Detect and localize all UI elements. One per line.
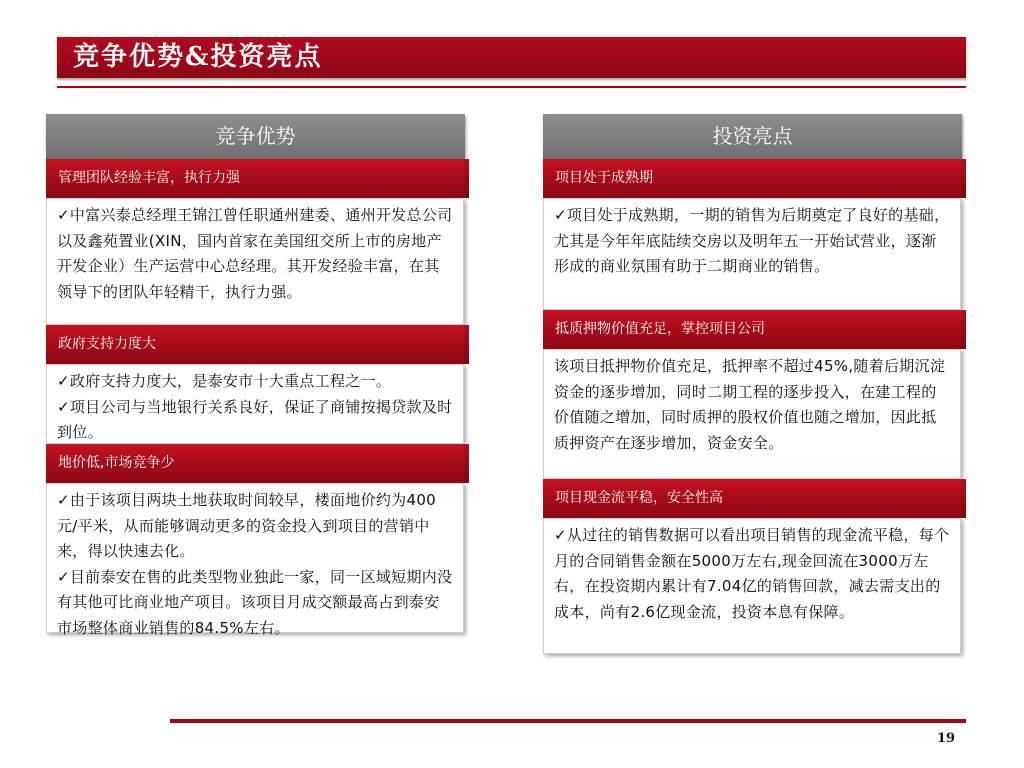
page-title: 竞争优势&投资亮点 xyxy=(73,42,323,72)
paragraph: ✓从过往的销售数据可以看出项目销售的现金流平稳，每个月的合同销售金额在5000万左右,现金回流在3000万左右，在投资期内累计有7.04亿的销售回款，减去需支出的成本，尚有2.6亿现金流，投资本息有保障。 xyxy=(554,526,950,621)
section-body-maturity xyxy=(543,198,961,310)
paragraph: ✓目前泰安在售的此类型物业独此一家，同一区域短期内没有其他可比商业地产项目。该项目月成交额最高占到泰安市场整体商业销售的84.5%左右。 xyxy=(57,567,453,637)
section-head-management: 管理团队经验丰富，执行力强 xyxy=(46,159,464,198)
footer-divider xyxy=(170,719,966,723)
section-body-cashflow xyxy=(543,518,961,654)
title-bar xyxy=(57,37,966,78)
column-header-highlights: 投资亮点 xyxy=(543,114,962,159)
page-number: 19 xyxy=(937,731,956,746)
title-divider xyxy=(57,86,966,88)
section-body-management xyxy=(46,198,464,325)
section-body-land-price xyxy=(46,483,464,637)
section-head-government: 政府支持力度大 xyxy=(46,325,464,364)
paragraph: ✓项目公司与当地银行关系良好，保证了商铺按揭贷款及时到位。 xyxy=(57,397,453,441)
paragraph: 该项目抵押物价值充足，抵押率不超过45%,随着后期沉淀资金的逐步增加，同时二期工程的逐步投入，在建工程的价值随之增加，同时质押的股权价值也随之增加，因此抵质押资产在逐步增加，资金安全。 xyxy=(554,357,946,452)
section-head-cashflow: 项目现金流平稳，安全性高 xyxy=(543,479,961,518)
section-head-land-price: 地价低,市场竞争少 xyxy=(46,444,464,483)
section-body-collateral xyxy=(543,349,961,479)
paragraph: ✓政府支持力度大，是泰安市十大重点工程之一。 xyxy=(57,372,392,390)
column-header-advantages: 竞争优势 xyxy=(46,114,465,159)
section-body-government xyxy=(46,364,464,444)
section-head-maturity: 项目处于成熟期 xyxy=(543,159,961,198)
competitive-advantages-column xyxy=(46,114,465,637)
paragraph: ✓项目处于成熟期，一期的销售为后期奠定了良好的基础，尤其是今年年底陆续交房以及明年五一开始试营业，逐渐形成的商业氛围有助于二期商业的销售。 xyxy=(554,206,950,275)
investment-highlights-column xyxy=(543,114,962,654)
paragraph: ✓由于该项目两块土地获取时间较早，楼面地价约为400元/平米，从而能够调动更多的资金投入到项目的营销中来，得以快速去化。 xyxy=(57,491,437,560)
section-head-collateral: 抵质押物价值充足，掌控项目公司 xyxy=(543,310,961,349)
paragraph: ✓中富兴泰总经理王锦江曾任职通州建委、通州开发总公司以及鑫苑置业(XIN，国内首家在美国纽交所上市的房地产开发企业）生产运营中心总经理。其开发经验丰富，在其领导下的团队年轻精干，执行力强。 xyxy=(57,206,453,301)
